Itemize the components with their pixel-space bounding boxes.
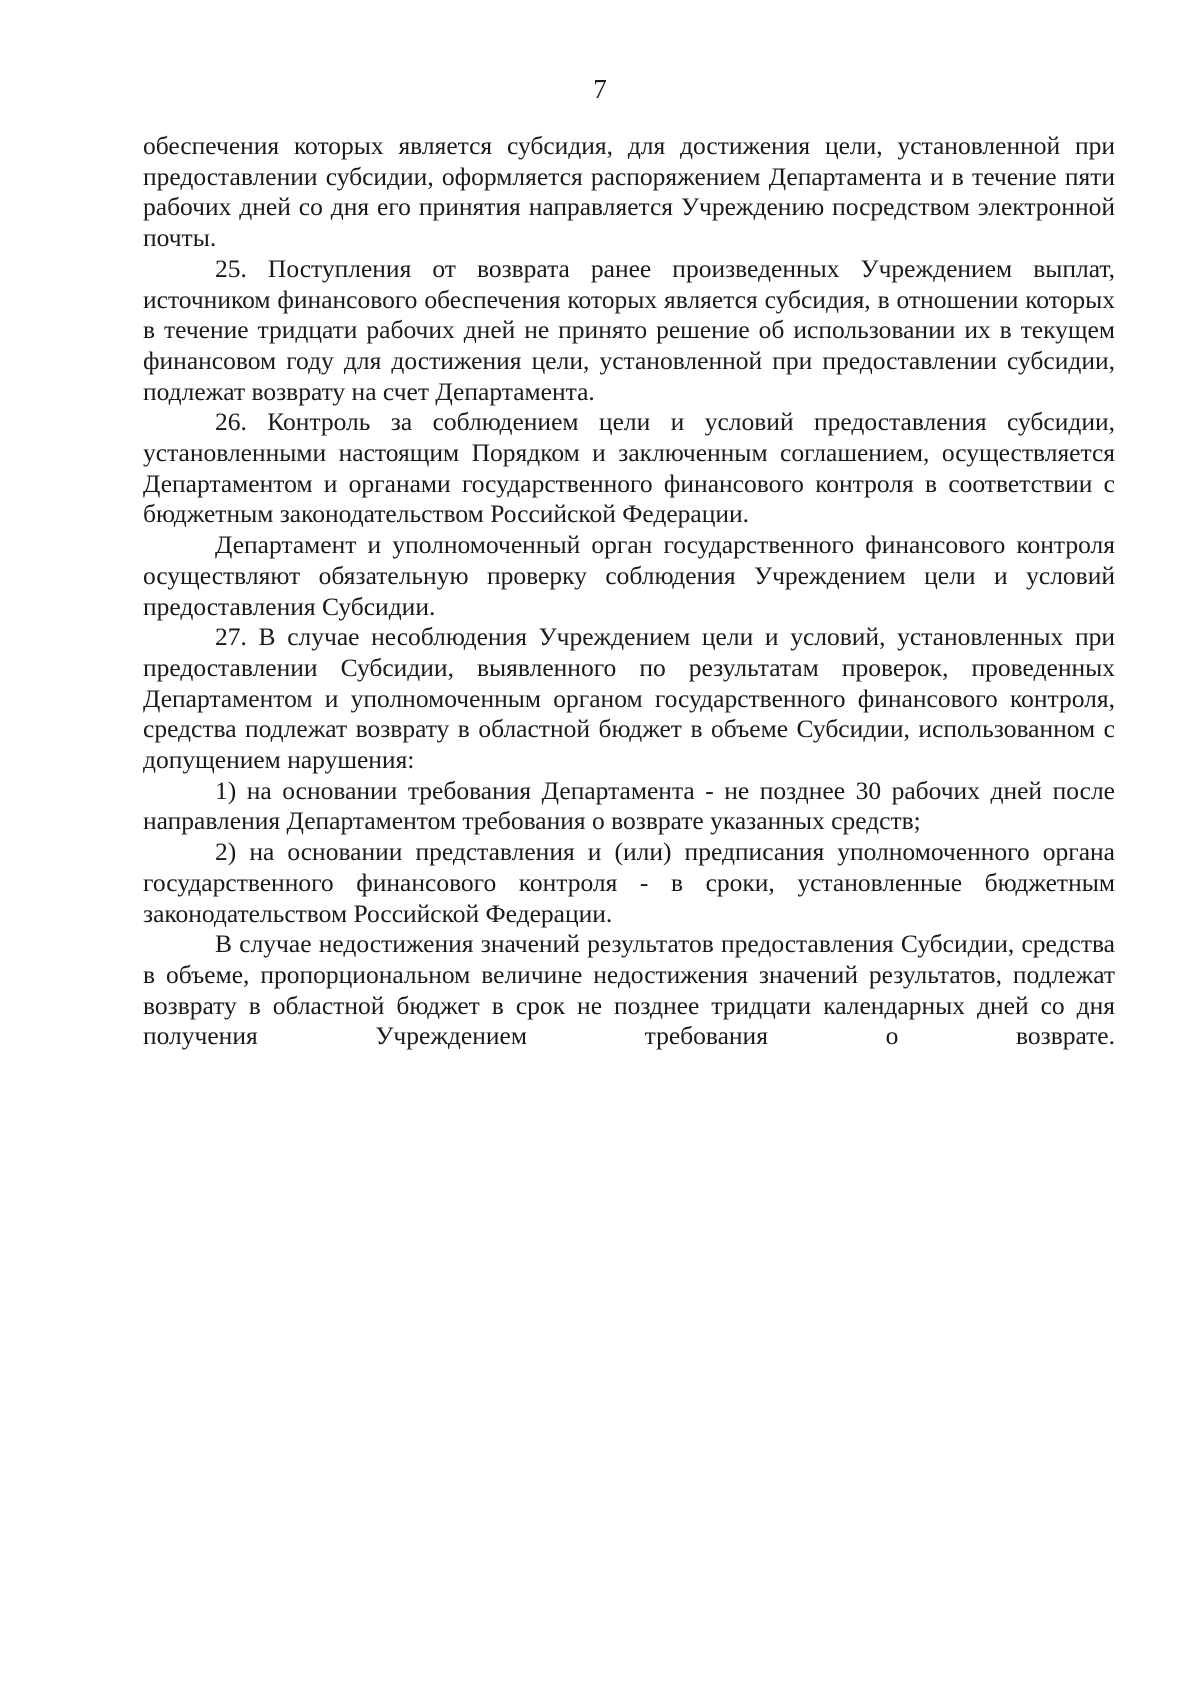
paragraph-department-check: Департамент и уполномоченный орган государственного финансового контроля осуществляют обязательную проверку соблюдения Учреждением цели и условий предоставления Субсидии. <box>143 530 1115 621</box>
paragraph-non-achievement: В случае недостижения значений результатов предоставления Субсидии, средства в объеме, пропорциональном величине недостижения значений результатов, подлежат возврату в областной бюджет в срок не позднее тридцати календарных дней со дня получения Учреждением требования о возврате. <box>143 929 1115 1051</box>
paragraph-continuation: обеспечения которых является субсидия, для достижения цели, установленной при предоставлении субсидии, оформляется распоряжением Департамента и в течение пяти рабочих дней со дня его принятия направляется Учреждению посредством электронной почты. <box>143 131 1115 253</box>
document-body <box>143 131 1115 1052</box>
paragraph-subitem-1: 1) на основании требования Департамента - не позднее 30 рабочих дней после направления Департаментом требования о возврате указанных средств; <box>143 775 1115 836</box>
paragraph-subitem-2: 2) на основании представления и (или) предписания уполномоченного органа государственного финансового контроля - в сроки, установленные бюджетным законодательством Российской Федерации. <box>143 837 1115 928</box>
page-number: 7 <box>593 74 607 104</box>
paragraph-item-25: 25. Поступления от возврата ранее произведенных Учреждением выплат, источником финансового обеспечения которых является субсидия, в отношении которых в течение тридцати рабочих дней не принято решение об использовании их в текущем финансовом году для достижения цели, установленной при предоставлении субсидии, подлежат возврату на счет Департамента. <box>143 253 1115 406</box>
paragraph-item-27: 27. В случае несоблюдения Учреждением цели и условий, установленных при предоставлении Субсидии, выявленного по результатам проверок, проведенных Департаментом и уполномоченным органом государственного финансового контроля, средства подлежат возврату в областной бюджет в объеме Субсидии, использованном с допущением нарушения: <box>143 622 1115 775</box>
paragraph-item-26: 26. Контроль за соблюдением цели и условий предоставления субсидии, установленными настоящим Порядком и заключенным соглашением, осуществляется Департаментом и органами государственного финансового контроля в соответствии с бюджетным законодательством Российской Федерации. <box>143 407 1115 529</box>
